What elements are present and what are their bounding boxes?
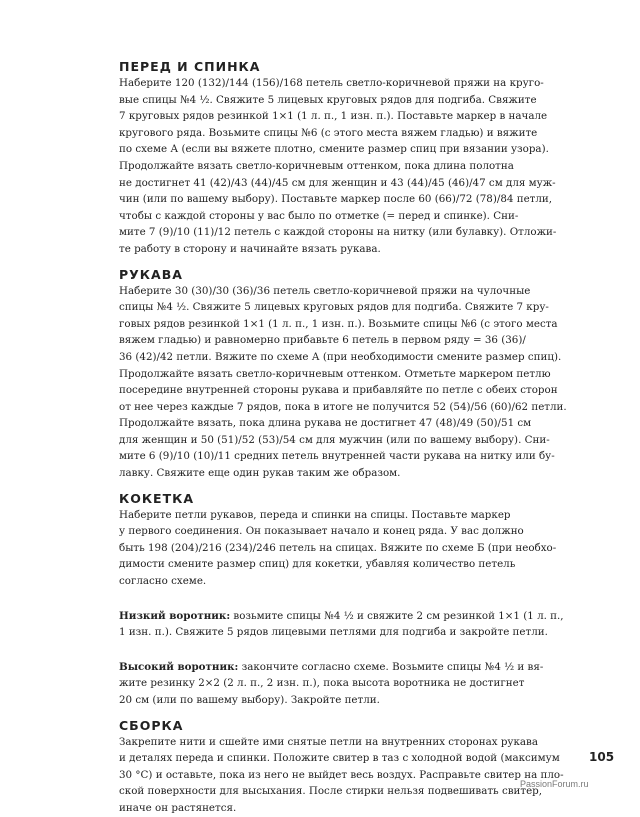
- text-line: мите 7 (9)/10 (11)/12 петель с каждой стороны на нитку (или булавку). Отложи-: [119, 226, 557, 239]
- text-line: мите 6 (9)/10 (10)/11 средних петель внутренней части рукава на нитку или бу-: [119, 450, 555, 463]
- paragraph-high-collar: [119, 659, 579, 709]
- text-line: [119, 659, 579, 676]
- section-heading-yoke: КОКЕТКА: [119, 490, 195, 506]
- section-heading-sleeves: РУКАВА: [119, 266, 183, 282]
- high-collar-text: закончите согласно схеме. Возьмите спицы №4 ½ и вя-: [238, 660, 544, 673]
- low-collar-lead: Низкий воротник:: [119, 609, 231, 622]
- text-line: Наберите 120 (132)/144 (156)/168 петель светло-коричневой пряжи на круго-: [119, 77, 544, 89]
- section-front-back: [119, 58, 579, 258]
- section-assembly: [119, 717, 579, 817]
- text-line: 1 изн. п.). Свяжите 5 рядов лицевыми петлями для подгиба и закройте петли.: [119, 626, 548, 639]
- text-line: иначе он растянется.: [119, 801, 237, 814]
- text-line: согласно схеме.: [119, 575, 207, 588]
- paragraph-low-collar: [119, 608, 579, 641]
- text-line: по схеме А (если вы вяжете плотно, смените размер спиц при вязании узора).: [119, 143, 549, 156]
- text-line: у первого соединения. Он показывает начало и конец ряда. У вас должно: [119, 525, 524, 538]
- text-line: Продолжайте вязать светло-коричневым оттенком, пока длина полотна: [119, 159, 514, 172]
- text-line: Закрепите нити и сшейте ими снятые петли на внутренних сторонах рукава: [119, 735, 538, 748]
- paragraph-assembly: [119, 734, 579, 817]
- high-collar-lead: Высокий воротник:: [119, 660, 239, 673]
- paragraph-sleeves: [119, 283, 579, 482]
- text-line: быть 198 (204)/216 (234)/246 петель на спицах. Вяжите по схеме Б (при необхо-: [119, 541, 557, 554]
- text-line: вяжем гладью) и равномерно прибавьте 6 петель в первом ряду = 36 (36)/: [119, 334, 526, 347]
- page-content: [119, 58, 579, 817]
- text-line: жите резинку 2×2 (2 л. п., 2 изн. п.), пока высота воротника не достигнет: [119, 677, 525, 690]
- text-line: чин (или по вашему выбору). Поставьте маркер после 60 (66)/72 (78)/84 петли,: [119, 193, 553, 206]
- text-line: 20 см (или по вашему выбору). Закройте петли.: [119, 694, 380, 706]
- text-line: Наберите петли рукавов, переда и спинки на спицы. Поставьте маркер: [119, 508, 511, 521]
- section-heading-assembly: СБОРКА: [119, 717, 184, 733]
- text-line: димости смените размер спиц) для кокетки, убавляя количество петель: [119, 558, 516, 571]
- section-sleeves: [119, 266, 579, 482]
- text-line: ской поверхности для высыхания. После стирки нельзя подвешивать свитер,: [119, 785, 543, 798]
- text-line: для женщин и 50 (51)/52 (53)/54 см для мужчин (или по вашему выбору). Сни-: [119, 433, 550, 446]
- text-line: вые спицы №4 ½. Свяжите 5 лицевых круговых рядов для подгиба. Свяжите: [119, 93, 537, 106]
- text-line: Наберите 30 (30)/30 (36)/36 петель светло-коричневой пряжи на чулочные: [119, 284, 531, 297]
- text-line: те работу в сторону и начинайте вязать рукава.: [119, 242, 381, 255]
- low-collar-text: возьмите спицы №4 ½ и свяжите 2 см резинкой 1×1 (1 л. п.,: [230, 609, 564, 622]
- paragraph-yoke: [119, 507, 579, 590]
- text-line: от нее через каждые 7 рядов, пока в итоге не получится 52 (54)/56 (60)/62 петли.: [119, 400, 567, 413]
- text-line: посередине внутренней стороны рукава и прибавляйте по петле с обеих сторон: [119, 384, 558, 397]
- section-low-collar: [119, 608, 579, 641]
- text-line: 7 круговых рядов резинкой 1×1 (1 л. п., 1 изн. п.). Поставьте маркер в начале: [119, 110, 548, 123]
- section-yoke: [119, 490, 579, 590]
- text-line: 30 °C) и оставьте, пока из него не выйдет весь воздух. Расправьте свитер на пло-: [119, 768, 564, 781]
- text-line: Продолжайте вязать светло-коричневым оттенком. Отметьте маркером петлю: [119, 367, 551, 380]
- watermark: PassionForum.ru: [520, 779, 589, 789]
- text-line: и деталях переда и спинки. Положите свитер в таз с холодной водой (максимум: [119, 752, 560, 765]
- paragraph-front-back: [119, 75, 579, 258]
- text-line: лавку. Свяжите еще один рукав таким же образом.: [119, 467, 401, 480]
- text-line: говых рядов резинкой 1×1 (1 л. п., 1 изн. п.). Возьмите спицы №6 (с этого места: [119, 317, 558, 330]
- text-line: [119, 608, 579, 625]
- page-number: 105: [589, 750, 615, 764]
- text-line: не достигнет 41 (42)/43 (44)/45 см для женщин и 43 (44)/45 (46)/47 см для муж-: [119, 176, 556, 189]
- text-line: спицы №4 ½. Свяжите 5 лицевых круговых рядов для подгиба. Свяжите 7 кру-: [119, 301, 549, 314]
- text-line: чтобы с каждой стороны у вас было по отметке (= перед и спинке). Сни-: [119, 209, 519, 222]
- text-line: кругового ряда. Возьмите спицы №6 (с этого места вяжем гладью) и вяжите: [119, 126, 538, 139]
- section-high-collar: [119, 659, 579, 709]
- section-heading-front-back: ПЕРЕД И СПИНКА: [119, 59, 261, 74]
- text-line: 36 (42)/42 петли. Вяжите по схеме А (при необходимости смените размер спиц).: [119, 350, 562, 363]
- text-line: Продолжайте вязать, пока длина рукава не достигнет 47 (48)/49 (50)/51 см: [119, 417, 532, 430]
